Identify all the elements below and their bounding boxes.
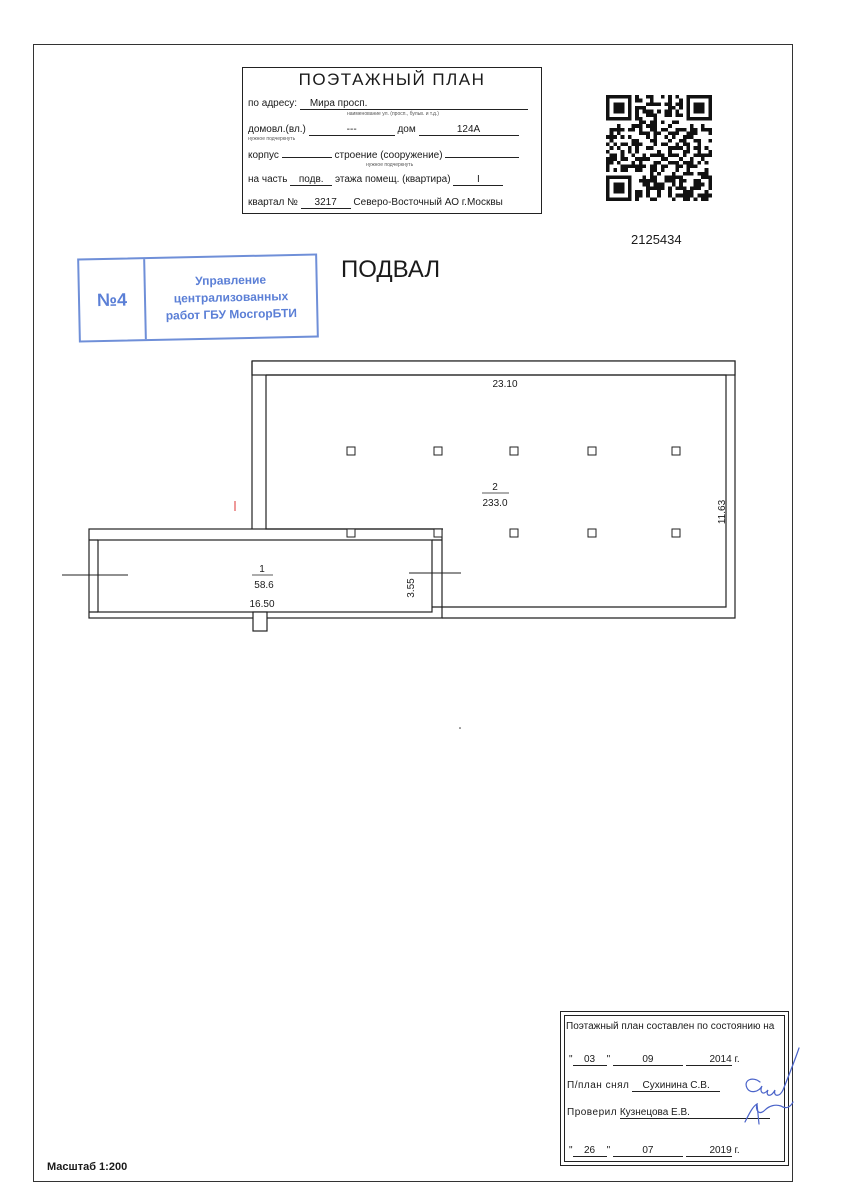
- building-hint: нужное подчеркнуть: [366, 162, 414, 168]
- address-hint: наименование ул. (просп., бульв. и т.д.): [347, 111, 439, 117]
- column: [672, 529, 680, 537]
- block-value: 3217: [301, 197, 351, 209]
- document-number: 2125434: [631, 232, 682, 247]
- room1-number: 1: [259, 564, 265, 575]
- column: [347, 447, 355, 455]
- floor-value: I: [453, 174, 503, 186]
- column: [588, 447, 596, 455]
- dom-value: 124А: [419, 124, 519, 136]
- checked-row: Проверил Кузнецова Е.В.: [567, 1107, 770, 1119]
- surveyed-row: П/план снял Сухинина С.В.: [567, 1080, 720, 1092]
- signature-graphic: [735, 1040, 805, 1130]
- column: [434, 447, 442, 455]
- column: [347, 529, 355, 537]
- door-stub: [253, 612, 267, 631]
- korpus-row: корпус строение (сооружение): [248, 150, 519, 161]
- house-row: домовл.(вл.) --- дом 124А: [248, 124, 519, 136]
- stamp-text: Управление централизованных работ ГБУ МосгорБТИ: [165, 272, 298, 323]
- district: Северо-Восточный АО г.Москвы: [353, 197, 503, 208]
- date-row-2: " 26 " 07 2019 г.: [569, 1145, 740, 1156]
- room1-area: 58.6: [254, 580, 274, 591]
- column: [510, 447, 518, 455]
- column: [434, 529, 442, 537]
- room2-area: 233.0: [482, 498, 508, 509]
- scale-label: Масштаб 1:200: [47, 1161, 128, 1173]
- part-value: подв.: [290, 174, 332, 186]
- stamp-number: №4: [79, 259, 147, 340]
- house-value: ---: [309, 124, 395, 136]
- plan-title: ПОЭТАЖНЫЙ ПЛАН: [298, 70, 486, 89]
- part-row: на часть подв. этажа помещ. (квартира) I: [248, 174, 503, 186]
- column: [510, 529, 518, 537]
- date-row-1: " 03 " 09 2014 г.: [569, 1054, 740, 1065]
- status-title: Поэтажный план составлен по состоянию на: [566, 1021, 775, 1032]
- room2-number: 2: [492, 482, 498, 493]
- columns: [347, 447, 680, 537]
- room1-width: 3.55: [406, 578, 417, 598]
- address-value: Мира просп.: [300, 98, 528, 110]
- room2-length: 23.10: [492, 379, 518, 390]
- room2-width: 11.63: [717, 499, 728, 525]
- column: [672, 447, 680, 455]
- house-hint: нужное подчеркнуть: [248, 136, 296, 142]
- block-row: квартал № 3217 Северо-Восточный АО г.Москвы: [248, 197, 503, 208]
- column: [588, 529, 596, 537]
- address-row: по адресу: Мира просп.: [248, 98, 528, 110]
- room1-length: 16.50: [249, 599, 275, 610]
- room2-top-wall: [252, 361, 735, 375]
- floor-title: ПОДВАЛ: [341, 256, 441, 283]
